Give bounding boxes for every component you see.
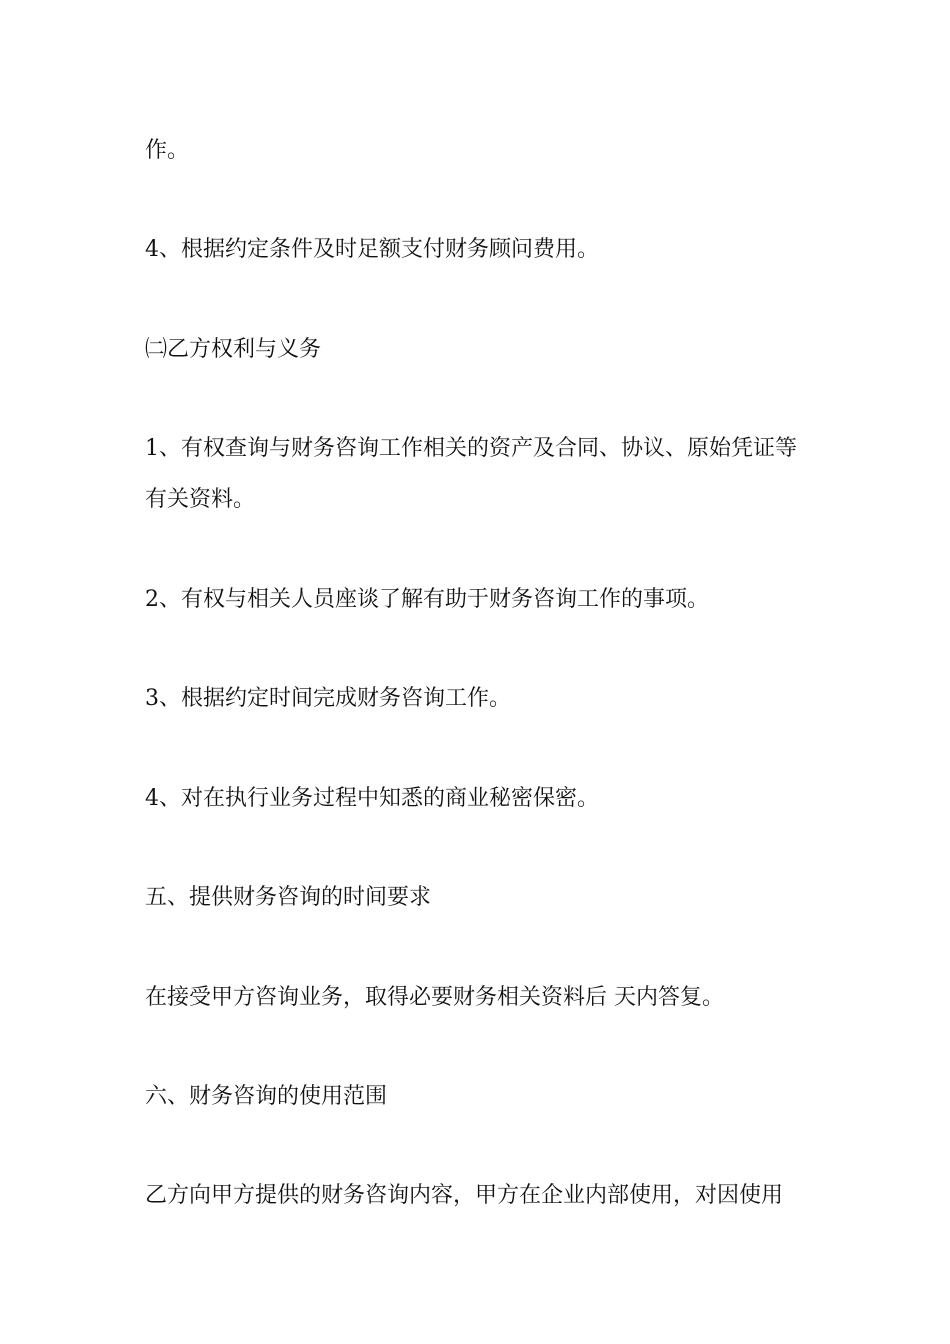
- party-a-duty-4: 4、根据约定条件及时足额支付财务顾问费用。: [145, 237, 599, 262]
- party-b-right-1-continued: 有关资料。: [145, 487, 256, 512]
- party-b-duty-4: 4、对在执行业务过程中知悉的商业秘密保密。: [145, 786, 599, 811]
- party-b-right-2: 2、有权与相关人员座谈了解有助于财务咨询工作的事项。: [145, 587, 709, 612]
- section-heading-usage-scope: 六、财务咨询的使用范围: [145, 1084, 388, 1109]
- text-line-continuation: 作。: [145, 138, 190, 163]
- party-b-duty-3: 3、根据约定时间完成财务咨询工作。: [145, 686, 511, 711]
- section-heading-party-b-rights: ㈡乙方权利与义务: [145, 337, 322, 362]
- section-heading-time-requirement: 五、提供财务咨询的时间要求: [145, 885, 432, 910]
- time-requirement-text: 在接受甲方咨询业务，取得必要财务相关资料后 天内答复。: [145, 985, 724, 1010]
- party-b-right-1: 1、有权查询与财务咨询工作相关的资产及合同、协议、原始凭证等: [145, 436, 797, 461]
- usage-scope-text: 乙方向甲方提供的财务咨询内容，甲方在企业内部使用，对因使用: [145, 1183, 784, 1208]
